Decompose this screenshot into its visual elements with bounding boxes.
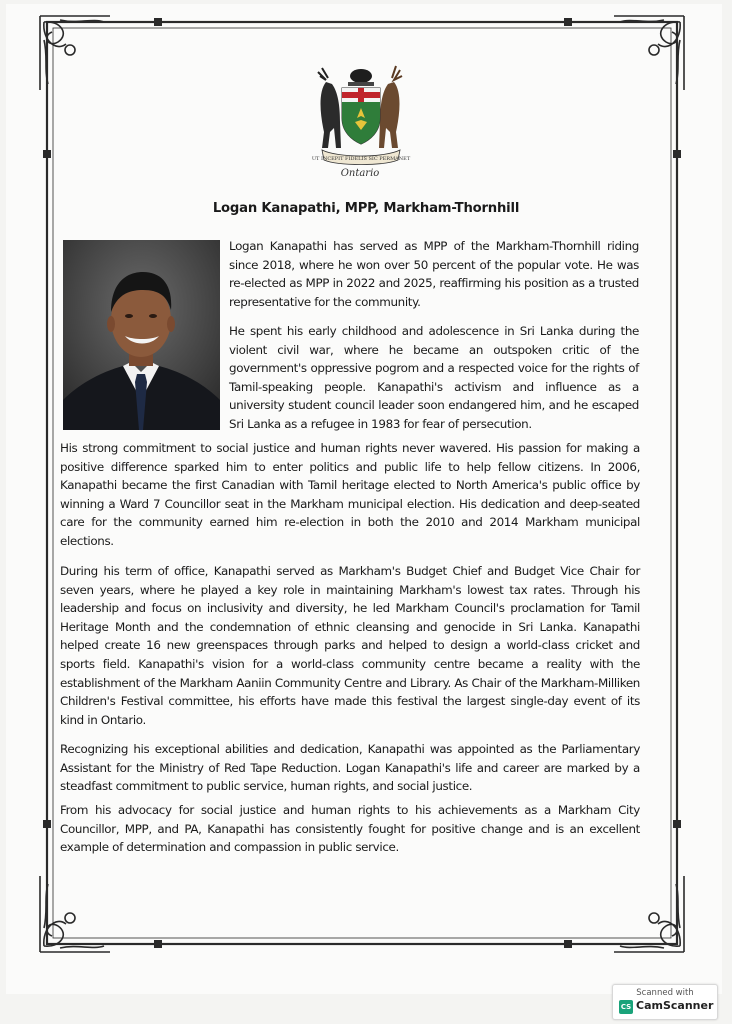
bio-paragraph-4: During his term of office, Kanapathi served as Markham's Budget Chief and Budget Vice Chair for seven years, where he played a key role in maintaining Markham's lowest tax rates. Through his leadership and focus on inclusivity and diversity, he led Markham Council's proclamation for Tamil Heritage Month and the condemnation of ethnic cleansing and genocide in Sri Lanka. Kanapathi helped create 16 new greenspaces through parks and helped to design a world-class cricket and sports field. Kanapathi's vision for a world-class community centre became a reality with the establishment of the Markham Aaniin Community Centre and Library. As Chair of the Markham-Milliken Children's Festival committee, his efforts have made this festival the largest single-day event of its kind in Ontario. [60,564,640,727]
bio-paragraph-1: Logan Kanapathi has served as MPP of the Markham-Thornhill riding since 2018, where he won over 50 percent of the popular vote. He was re-elected as MPP in 2022 and 2025, reaffirming his position as a trusted representative for the community. [229,239,639,309]
ontario-coat-of-arms [308,62,414,170]
page-title: Logan Kanapathi, MPP, Markham-Thornhill [212,201,520,216]
corner-ornament-bottom-right [614,876,684,952]
corner-ornament-bottom-left [40,876,110,952]
corner-ornament-top-left [40,16,110,90]
bio-paragraph-2: He spent his early childhood and adolescence in Sri Lanka during the violent civil war, where he became an outspoken critic of the government's oppressive pogrom and a respected voice for the rights of Tamil-speaking people. Kanapathi's activism and influence as a university student council leader soon endangered him, and he escaped Sri Lanka as a refugee in 1983 for fear of persecution. [229,324,639,431]
portrait-illustration [63,240,220,430]
bio-paragraph-6: From his advocacy for social justice and human rights to his achievements as a Markham City Councillor, MPP, and PA, Kanapathi has consistently fought for positive change and is an excellent example of determination and compassion in public service. [60,803,640,855]
bio-paragraph-5: Recognizing his exceptional abilities and dedication, Kanapathi was appointed as the Parliamentary Assistant for the Ministry of Red Tape Reduction. Logan Kanapathi's life and career are marked by a steadfast commitment to public service, human rights, and social justice. [60,742,640,794]
svg-text:UT INCEPIT FIDELIS SIC PERMANE: UT INCEPIT FIDELIS SIC PERMANET [311,156,411,162]
portrait-photo [63,240,220,430]
bio-paragraph-3: His strong commitment to social justice and human rights never wavered. His passion for making a positive difference sparked him to enter politics and public life to help fellow citizens. In 2006, Kanapathi became the first Canadian with Tamil heritage elected to North America's public office by winning a Ward 7 Councillor seat in the Markham municipal election. His dedication and deep-seated care for the community earned him re-election in both the 2010 and 2014 Markham municipal elections. [60,441,640,548]
crest-caption: Ontario [340,168,380,179]
camscanner-watermark [612,984,718,1020]
camscanner-logo-icon: CS [619,1000,633,1014]
camscanner-name: CamScanner [636,999,714,1012]
corner-ornament-top-right [614,16,684,90]
scanned-with-label: Scanned with [636,988,694,998]
